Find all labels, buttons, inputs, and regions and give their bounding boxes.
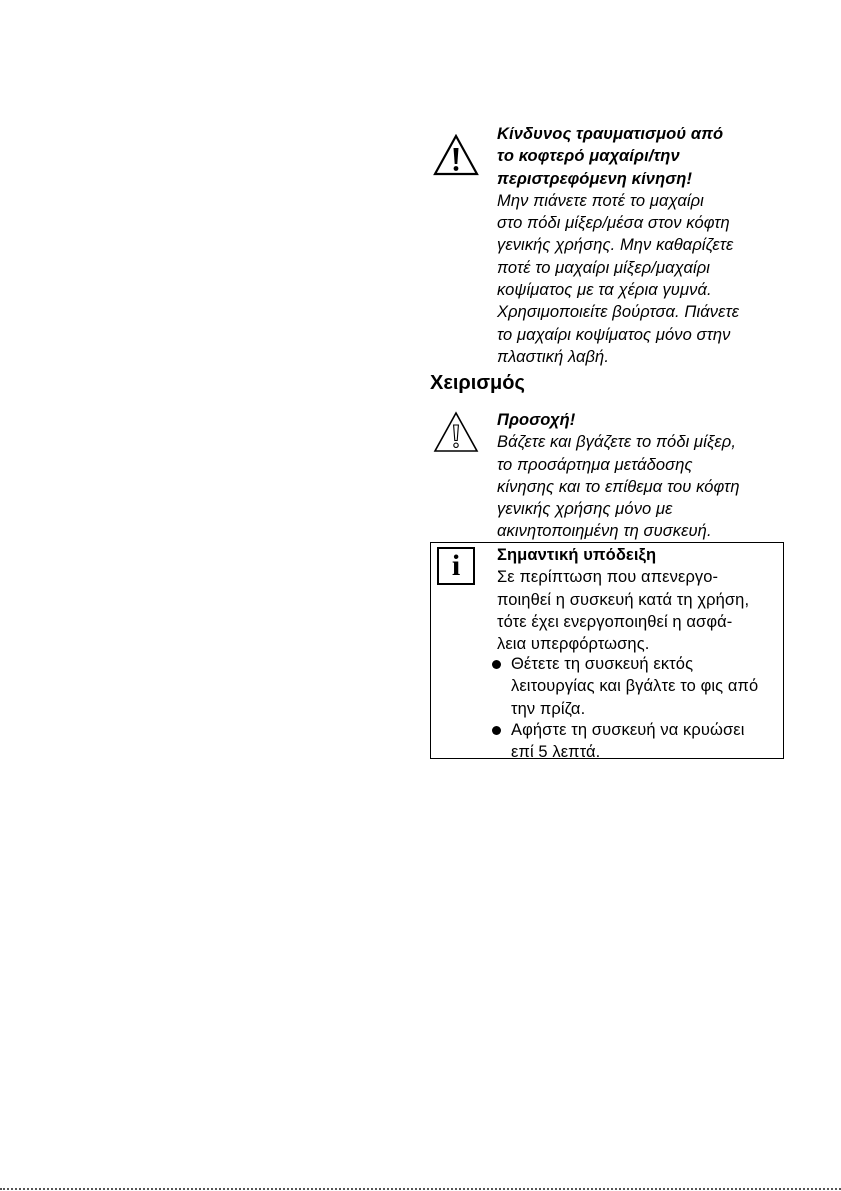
injury-warning-text-line: Μην πιάνετε ποτέ το μαχαίρι (497, 191, 704, 210)
bullet-text-line: Αφήστε τη συσκευή να κρυώσει (511, 721, 745, 739)
injury-warning-text-line: το μαχαίρι κοψίματος μόνο στην (497, 325, 731, 344)
injury-warning-title-line: περιστρεφόμενη κίνηση! (497, 169, 693, 188)
bullet-icon (492, 726, 501, 735)
caution-triangle-icon (433, 411, 479, 453)
note-title: Σημαντική υπόδειξη (497, 546, 657, 564)
page-bottom-rule (0, 1188, 841, 1190)
injury-warning-title-line: το κοφτερό μαχαίρι/την (497, 147, 680, 166)
injury-warning-title-line: Κίνδυνος τραυματισμού από (497, 125, 724, 143)
injury-warning-text-line: ποτέ το μαχαίρι μίξερ/μαχαίρι (497, 258, 711, 277)
bullet-text-line: Θέτετε τη συσκευή εκτός (511, 655, 694, 673)
note-text-line: τότε έχει ενεργοποιηθεί η ασφά- (497, 612, 733, 631)
note-bullet-item (511, 653, 758, 720)
section-heading: Χειρισμός (430, 372, 525, 394)
important-note (497, 544, 749, 655)
warning-triangle-icon (433, 134, 479, 176)
injury-warning-text-line: κοψίματος με τα χέρια γυμνά. (497, 281, 712, 300)
caution-text-line: το προσάρτημα μετάδοσης (497, 455, 693, 474)
caution-text-line: γενικής χρήσης μόνο με (497, 500, 673, 519)
injury-warning-text-line: Χρησιμοποιείτε βούρτσα. Πιάνετε (497, 303, 740, 322)
caution-notice (497, 409, 740, 543)
note-text-line: ποιηθεί η συσκευή κατά τη χρήση, (497, 590, 750, 609)
bullet-text-line: την πρίζα. (511, 699, 586, 718)
bullet-text-line: λειτουργίας και βγάλτε το φις από (511, 677, 759, 696)
injury-warning-text-line: στο πόδι μίξερ/μέσα στον κόφτη (497, 214, 730, 233)
bullet-text-line: επί 5 λεπτά. (511, 743, 601, 762)
caution-text-line: Βάζετε και βγάζετε το πόδι μίξερ, (497, 433, 737, 452)
caution-text-line: ακινητοποιημένη τη συσκευή. (497, 522, 712, 541)
bullet-icon (492, 660, 501, 669)
note-text-line: Σε περίπτωση που απενεργο- (497, 568, 719, 587)
caution-text-line: κίνησης και το επίθεμα του κόφτη (497, 477, 740, 496)
caution-title: Προσοχή! (497, 411, 576, 429)
note-bullet-item (511, 719, 745, 764)
injury-warning-text-line: πλαστική λαβή. (497, 347, 610, 366)
injury-warning-text-line: γενικής χρήσης. Μην καθαρίζετε (497, 236, 734, 255)
injury-warning (497, 123, 739, 368)
note-text-line: λεια υπερφόρτωσης. (497, 635, 650, 654)
info-icon: i (437, 547, 475, 585)
